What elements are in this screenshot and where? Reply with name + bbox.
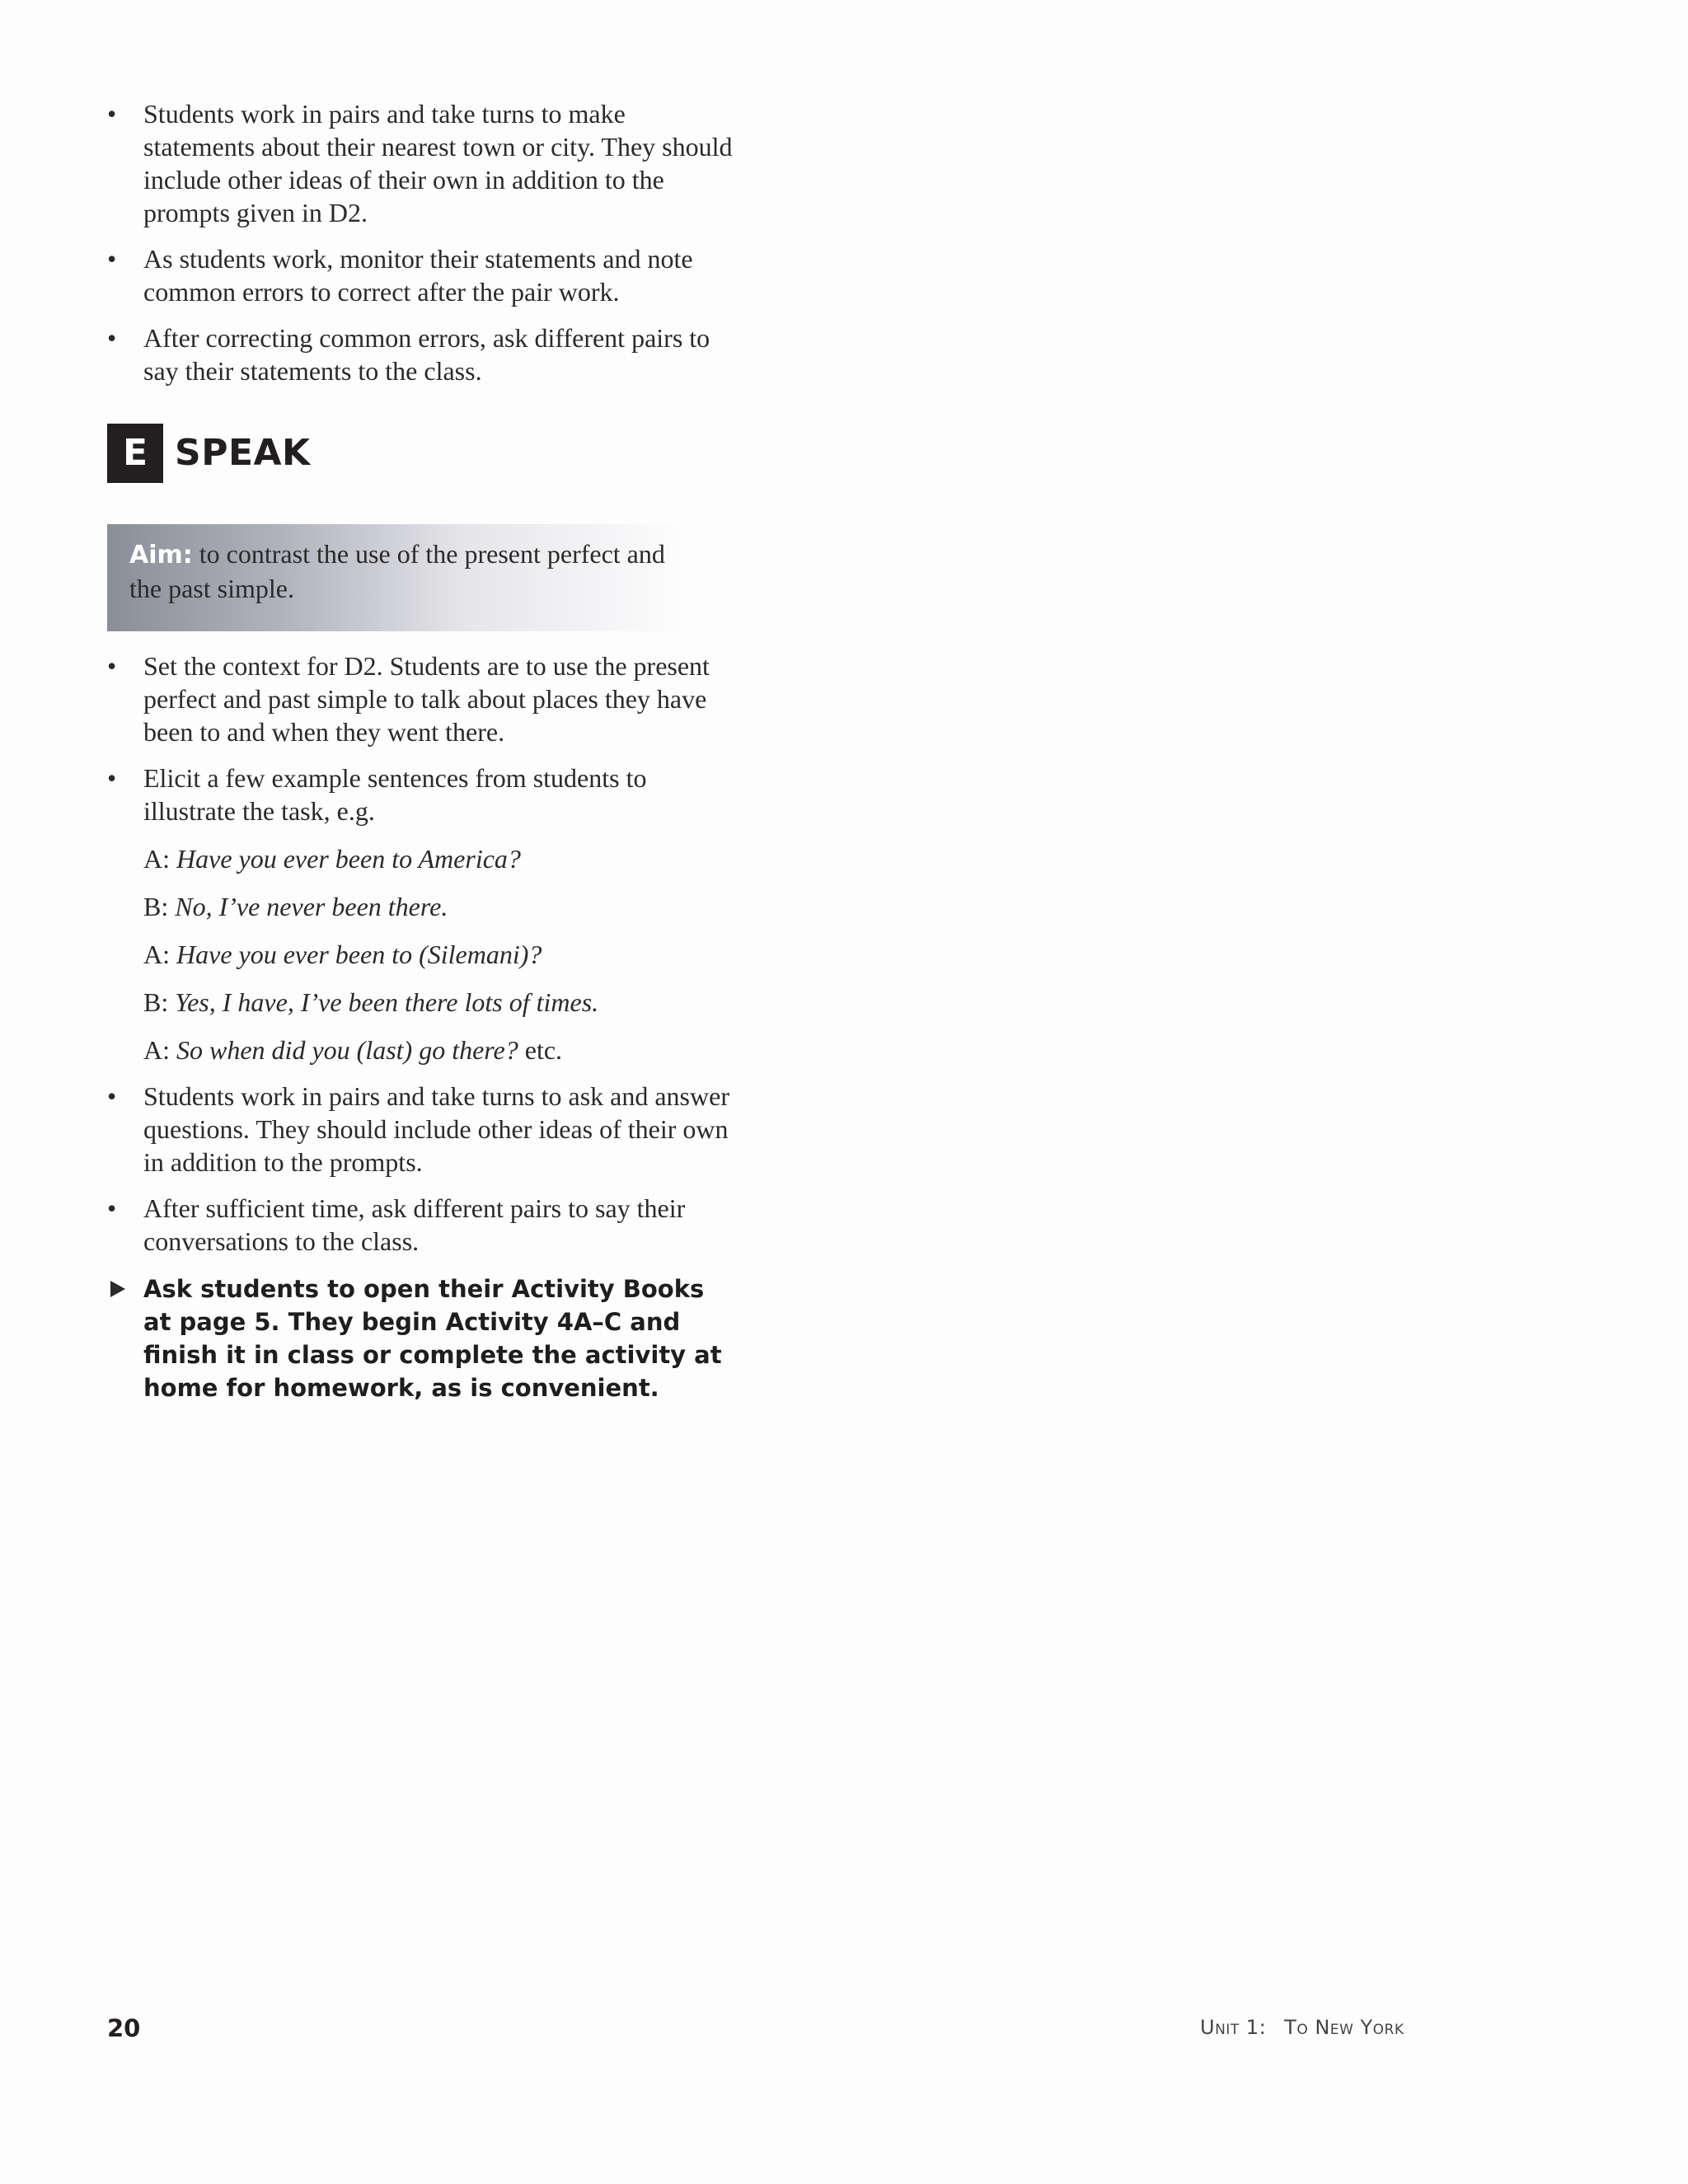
dialogue-line — [143, 890, 734, 923]
dialogue-speaker: A: — [143, 940, 170, 969]
unit-label: Unit 1: — [1200, 2016, 1267, 2039]
dialogue-text: Have you ever been to America? — [176, 844, 521, 874]
arrow-right-icon — [110, 1281, 125, 1297]
dialogue-speaker: A: — [143, 844, 170, 874]
main-column — [107, 97, 734, 1404]
speak-bullet-list — [107, 649, 734, 827]
list-item: • After sufficient time, ask different pairs to say their conversations to the class. — [107, 1192, 734, 1258]
list-item: • Students work in pairs and take turns to make statements about their nearest town or city. They should include other ideas of their own in addition to the prompts given in D2. — [107, 97, 734, 229]
list-item: • After correcting common errors, ask different pairs to say their statements to the class. — [107, 321, 734, 387]
dialogue-text: Have you ever been to (Silemani)? — [176, 940, 542, 969]
list-item: • Set the context for D2. Students are to use the present perfect and past simple to talk about places they have been to and when they went there. — [107, 649, 734, 748]
list-item: • As students work, monitor their statements and note common errors to correct after the pair work. — [107, 242, 734, 308]
aim-box — [107, 524, 686, 631]
example-dialogue — [107, 842, 734, 1066]
dialogue-line — [143, 842, 734, 875]
dialogue-text: Yes, I have, I’ve been there lots of times. — [175, 987, 599, 1017]
unit-title: To New York — [1284, 2016, 1404, 2039]
dialogue-suffix: etc. — [518, 1035, 563, 1065]
aim-label: Aim: — [129, 541, 193, 569]
intro-bullet-list — [107, 97, 734, 387]
dialogue-speaker: B: — [143, 987, 169, 1017]
dialogue-speaker: A: — [143, 1035, 170, 1065]
list-item: • Students work in pairs and take turns to ask and answer questions. They should include other ideas of their own in addition to the prompts. — [107, 1080, 734, 1179]
section-letter: E — [107, 424, 163, 483]
list-item: • Elicit a few example sentences from students to illustrate the task, e.g. — [107, 762, 734, 827]
aim-body: to contrast the use of the present perfect and the past simple. — [129, 539, 665, 603]
section-title: SPEAK — [175, 432, 311, 474]
dialogue-speaker: B: — [143, 892, 169, 921]
dialogue-line — [143, 986, 734, 1019]
running-footer — [1200, 2016, 1404, 2039]
dialogue-text: So when did you (last) go there? — [176, 1035, 518, 1065]
dialogue-line — [143, 1033, 734, 1066]
page-number: 20 — [107, 2014, 141, 2042]
followup-bullet-list — [107, 1080, 734, 1258]
dialogue-text: No, I’ve never been there. — [175, 892, 448, 921]
dialogue-line — [143, 938, 734, 971]
activity-note — [107, 1272, 734, 1404]
activity-note-text: Ask students to open their Activity Books at page 5. They begin Activity 4A–C and finish it in class or complete the activity at home for homework, as is convenient. — [143, 1275, 722, 1402]
aim-text — [129, 537, 669, 605]
section-heading — [107, 424, 734, 483]
